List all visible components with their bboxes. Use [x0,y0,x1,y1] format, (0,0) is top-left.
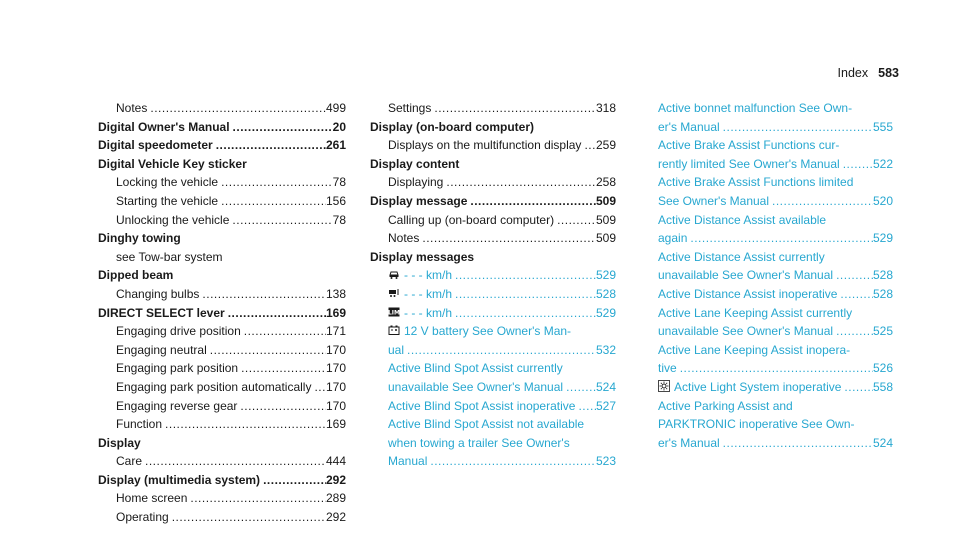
page-ref[interactable]: 529 [595,305,616,320]
entry-label: Active Brake Assist Functions cur- [658,138,840,153]
index-entry[interactable] [370,285,616,304]
leader-dots [419,229,596,248]
entry-text[interactable] [658,155,840,174]
entry-text [388,173,443,192]
leader-dots [677,359,873,378]
entry-label: see Tow-bar system [116,249,223,264]
index-entry [98,359,346,378]
page-ref: 318 [595,101,616,115]
entry-label: Active Lane Keeping Assist currently [658,305,853,320]
entry-label: Active bonnet malfunction See Own- [658,101,853,115]
svg-text:LIM: LIM [388,309,400,317]
entry-label: Active Light System inoperative [674,379,842,394]
entry-label: - - - km/h [404,305,452,320]
index-entry [370,136,616,155]
leader-dots [431,99,596,118]
page-ref: 509 [595,231,616,246]
index-entry[interactable] [370,415,616,434]
leader-dots [554,211,596,230]
leader-dots [218,192,326,211]
entry-text[interactable] [658,229,687,248]
entry-label: unavailable See Owner's Manual [658,324,834,339]
page-ref: 78 [332,175,346,190]
page-ref: 170 [325,361,346,376]
index-entry [98,415,346,434]
page-ref: 169 [325,305,346,320]
index-entry[interactable] [640,359,893,378]
entry-text[interactable] [658,359,677,378]
index-entry[interactable] [370,304,616,323]
index-entry [98,192,346,211]
entry-text[interactable] [658,415,855,434]
entry-text [370,192,467,211]
leader-dots [169,508,326,527]
page-ref: 138 [325,286,346,301]
entry-text[interactable] [388,359,563,378]
entry-text [98,304,225,323]
entry-label: Dinghy towing [98,231,181,246]
entry-label: Dipped beam [98,268,174,283]
leader-dots [147,99,326,118]
leader-dots [187,489,326,508]
index-entry[interactable] [370,434,616,453]
page-ref[interactable]: 528 [595,286,616,301]
entry-text[interactable] [658,397,793,416]
entry-text [98,136,213,155]
entry-text [98,155,247,174]
page-ref[interactable]: 528 [872,268,893,283]
entry-text[interactable] [388,378,563,397]
entry-text [370,118,534,137]
leader-dots [837,285,873,304]
index-entry[interactable] [640,434,893,453]
entry-text [116,192,218,211]
entry-text [388,211,554,230]
index-heading [370,192,616,211]
entry-text [116,415,162,434]
entry-text [98,471,260,490]
entry-label: Engaging drive position [116,324,241,339]
index-entry [98,99,346,118]
index-entry[interactable] [640,266,893,285]
entry-text [116,508,169,527]
index-entry[interactable] [370,359,616,378]
index-entry[interactable] [640,378,893,397]
page-ref: 509 [595,212,616,227]
entry-text[interactable] [388,304,452,323]
index-entry [370,99,616,118]
entry-label: Manual [388,454,428,469]
leader-dots [218,173,333,192]
index-entry[interactable] [640,285,893,304]
entry-text[interactable] [658,285,837,304]
page-ref: 258 [595,175,616,190]
entry-text[interactable] [658,99,852,118]
index-entry [98,285,346,304]
page-ref: 171 [325,324,346,339]
page-ref: 170 [325,379,346,394]
entry-label: ual [388,342,405,357]
entry-text [116,489,187,508]
entry-label: Notes [388,231,420,246]
entry-text [98,229,181,248]
entry-label: again [658,231,688,246]
index-entry[interactable] [640,304,893,323]
index-heading [98,136,346,155]
entry-label: tive [658,361,677,376]
entry-label: Displays on the multifunction display [388,138,582,153]
index-entry[interactable] [640,211,893,230]
index-entry [98,397,346,416]
index-heading [98,155,346,174]
entry-label: Locking the vehicle [116,175,219,190]
entry-label: Displaying [388,175,444,190]
entry-label: - - - km/h [404,286,452,301]
entry-text [98,266,173,285]
index-heading [98,229,346,248]
battery-icon [388,324,400,336]
entry-label: Display (on-board computer) [370,119,535,134]
page-ref: 259 [595,138,616,153]
index-entry [98,173,346,192]
light-system-icon [658,380,670,392]
leader-dots [452,266,596,285]
index-entry[interactable] [640,322,893,341]
entry-text [116,322,241,341]
page-ref[interactable]: 525 [872,324,893,339]
index-heading [98,118,346,137]
index-entry [98,508,346,527]
entry-label: See Owner's Manual [658,193,770,208]
entry-label: Active Distance Assist inoperative [658,286,838,301]
page-ref[interactable]: 527 [595,398,616,413]
leader-dots [720,118,873,137]
entry-text[interactable] [388,397,575,416]
index-entry [98,452,346,471]
page-ref: 170 [325,398,346,413]
entry-label: Starting the vehicle [116,193,219,208]
index-column-1 [98,99,346,527]
entry-text[interactable] [658,136,839,155]
leader-dots [162,415,326,434]
index-column-3 [640,99,893,452]
index-heading [370,118,616,137]
page-ref[interactable]: 558 [872,379,893,394]
entry-text[interactable] [658,434,720,453]
entry-label: Home screen [116,491,188,506]
leader-dots [237,397,326,416]
index-entry[interactable] [640,248,893,267]
page-ref[interactable]: 529 [872,231,893,246]
entry-text [370,155,459,174]
entry-text[interactable] [658,341,850,360]
index-heading [98,471,346,490]
index-label: Index [837,66,869,80]
entry-text [116,285,199,304]
entry-text[interactable] [388,415,584,434]
entry-label: Settings [388,101,432,115]
index-entry [98,248,346,267]
entry-label: rently limited See Owner's Manual [658,156,840,171]
index-heading [98,304,346,323]
index-entry [98,322,346,341]
entry-text [98,118,230,137]
entry-label: Calling up (on-board computer) [388,212,555,227]
car-speed-icon [388,268,400,280]
index-entry[interactable] [370,341,616,360]
leader-dots [769,192,873,211]
entry-text[interactable] [658,322,833,341]
entry-label: Active Parking Assist and [658,398,793,413]
entry-label: Function [116,417,163,432]
entry-text[interactable] [388,434,570,453]
entry-label: Active Blind Spot Assist inoperative [388,398,576,413]
leader-dots [260,471,326,490]
page-header [838,66,899,80]
entry-label: Unlocking the vehicle [116,212,230,227]
page-ref[interactable]: 529 [595,268,616,283]
entry-text [116,359,238,378]
entry-label: Engaging neutral [116,342,207,357]
entry-label: - - - km/h [404,268,452,283]
index-entry [370,229,616,248]
entry-text[interactable] [658,378,841,397]
leader-dots [404,341,596,360]
entry-text[interactable] [658,173,853,192]
entry-label: Display (multimedia system) [98,472,261,487]
entry-text [98,434,141,453]
entry-label: Display messages [370,249,475,264]
entry-label: 12 V battery See Owner's Man- [404,324,572,339]
index-entry[interactable] [640,415,893,434]
entry-label: unavailable See Owner's Manual [658,268,834,283]
entry-text[interactable] [658,211,826,230]
entry-text[interactable] [388,341,404,360]
entry-label: Display content [370,156,460,171]
index-entry[interactable] [370,266,616,285]
limiter-icon [388,306,400,318]
entry-label: Changing bulbs [116,286,200,301]
leader-dots [213,136,326,155]
entry-text [116,341,207,360]
entry-text[interactable] [388,285,452,304]
entry-label: when towing a trailer See Owner's [388,435,570,450]
index-entry [98,211,346,230]
entry-label: Active Blind Spot Assist not available [388,417,585,432]
leader-dots [199,285,326,304]
entry-text [370,248,474,267]
page-ref: 444 [325,454,346,469]
entry-label: Display [98,435,141,450]
leader-dots [142,452,326,471]
index-entry[interactable] [640,229,893,248]
index-entry[interactable] [640,173,893,192]
page-ref: 292 [325,472,346,487]
entry-label: Care [116,454,143,469]
leader-dots [238,359,326,378]
leader-dots [840,155,873,174]
entry-text[interactable] [658,118,720,137]
index-entry [98,489,346,508]
entry-text [116,211,229,230]
leader-dots [207,341,326,360]
leader-dots [720,434,873,453]
entry-text [116,397,237,416]
page-ref: 78 [332,212,346,227]
index-entry[interactable] [370,397,616,416]
entry-label: PARKTRONIC inoperative See Own- [658,417,855,432]
leader-dots [230,118,333,137]
leader-dots [833,266,873,285]
entry-text [388,99,431,118]
entry-label: Operating [116,510,169,525]
leader-dots [467,192,596,211]
page-ref: 289 [325,491,346,506]
leader-dots [311,378,326,397]
entry-text[interactable] [388,452,427,471]
entry-text[interactable] [658,248,825,267]
entry-label: Engaging park position automatically [116,379,312,394]
index-heading [98,434,346,453]
leader-dots [452,304,596,323]
entry-label: Engaging reverse gear [116,398,238,413]
index-entry [370,173,616,192]
leader-dots [229,211,332,230]
entry-label: DIRECT SELECT lever [98,305,225,320]
index-heading [370,155,616,174]
index-entry[interactable] [640,341,893,360]
leader-dots [833,322,873,341]
page-ref[interactable]: 524 [872,435,893,450]
entry-text [388,229,419,248]
entry-text [116,173,218,192]
page-number: 583 [878,66,899,80]
entry-label: Notes [116,101,148,115]
index-entry[interactable] [640,99,893,118]
page-ref: 20 [332,119,346,134]
page-ref[interactable]: 526 [872,361,893,376]
page-ref: 169 [325,417,346,432]
leader-dots [443,173,596,192]
index-entry[interactable] [640,155,893,174]
page-ref[interactable]: 523 [595,454,616,469]
entry-label: Active Lane Keeping Assist inopera- [658,342,851,357]
index-entry[interactable] [370,322,616,341]
entry-label: Display message [370,193,468,208]
page-ref[interactable]: 520 [872,193,893,208]
entry-text[interactable] [658,266,833,285]
entry-text[interactable] [388,322,571,341]
index-entry[interactable] [640,397,893,416]
leader-dots [687,229,873,248]
leader-dots [563,378,596,397]
leader-dots [841,378,873,397]
entry-text [116,99,147,118]
page-ref[interactable]: 532 [595,342,616,357]
page-ref: 509 [595,193,616,208]
index-entry[interactable] [370,452,616,471]
index-entry [370,211,616,230]
entry-label: Digital Vehicle Key sticker [98,156,247,171]
page-ref[interactable]: 528 [872,286,893,301]
entry-text[interactable] [658,304,852,323]
index-column-2 [370,99,616,471]
entry-label: Digital speedometer [98,138,213,153]
page-ref: 156 [325,193,346,208]
entry-label: Active Brake Assist Functions limited [658,175,854,190]
entry-label: Active Blind Spot Assist currently [388,361,563,376]
entry-label: er's Manual [658,435,720,450]
page-ref[interactable]: 555 [872,119,893,134]
index-entry [98,341,346,360]
index-entry [98,378,346,397]
entry-label: Active Distance Assist available [658,212,827,227]
index-entry[interactable] [640,136,893,155]
index-entry[interactable] [640,118,893,137]
index-heading [370,248,616,267]
entry-label: Digital Owner's Manual [98,119,230,134]
entry-text [388,136,581,155]
page-ref[interactable]: 524 [595,379,616,394]
leader-dots [575,397,596,416]
entry-text[interactable] [658,192,769,211]
entry-text [116,378,311,397]
index-entry[interactable] [370,378,616,397]
leader-dots [241,322,326,341]
page-ref[interactable]: 522 [872,156,893,171]
index-entry[interactable] [640,192,893,211]
leader-dots [427,452,596,471]
page-ref: 261 [325,138,346,153]
entry-text[interactable] [388,266,452,285]
page-ref: 292 [325,510,346,525]
entry-text [116,452,142,471]
entry-label: er's Manual [658,119,720,134]
entry-label: Active Distance Assist currently [658,249,825,264]
entry-label: Engaging park position [116,361,239,376]
car-distance-icon [388,287,400,299]
page-ref: 499 [325,101,346,115]
page-ref: 170 [325,342,346,357]
leader-dots [225,304,326,323]
entry-label: unavailable See Owner's Manual [388,379,564,394]
leader-dots [452,285,596,304]
index-heading [98,266,346,285]
entry-text [116,248,222,267]
leader-dots [581,136,596,155]
